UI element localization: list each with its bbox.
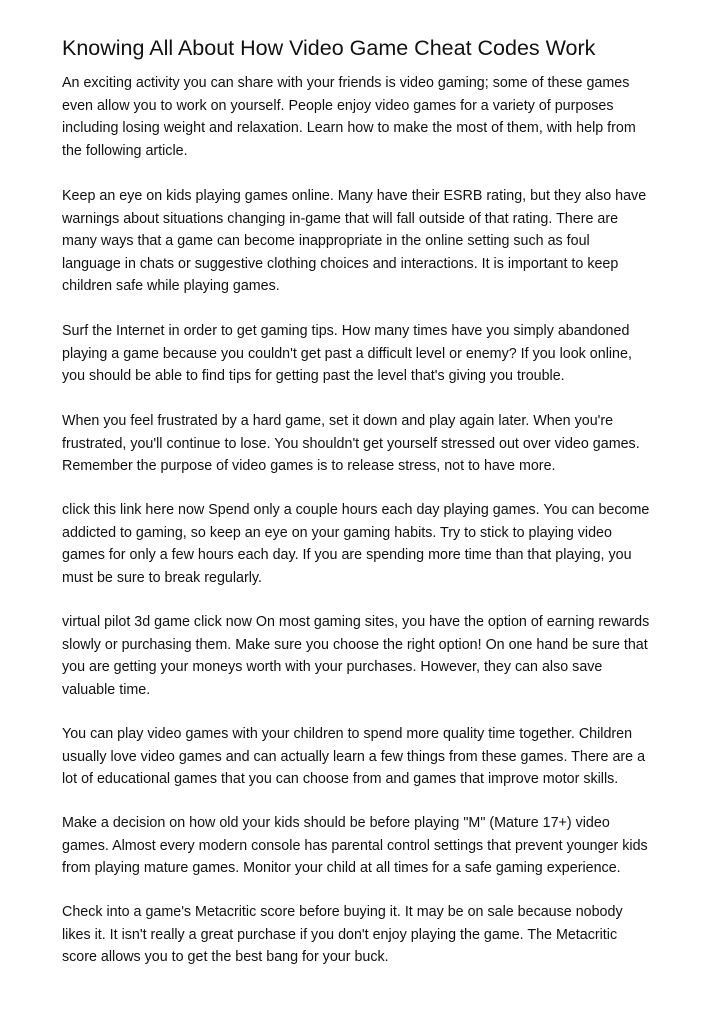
paragraph-line: children safe while playing games. [62, 278, 280, 295]
paragraph-line: Make a decision on how old your kids should be before playing "M" (Mature 17+) video [62, 815, 610, 831]
paragraph-line: click this link here now Spend only a couple hours each day playing games. You can become [62, 502, 650, 518]
paragraph-line: many ways that a game can become inappropriate in the online setting such as foul [62, 233, 590, 250]
paragraph-line: When you feel frustrated by a hard game, set it down and play again later. When you're [62, 413, 614, 429]
paragraph-line: addicted to gaming, so keep an eye on your gaming habits. Try to stick to playing video [62, 524, 612, 541]
paragraph-age-ratings [62, 812, 684, 880]
paragraph-line: An exciting activity you can share with your friends is video gaming; some of these games [62, 75, 630, 91]
paragraph-line: valuable time. [62, 681, 151, 698]
paragraph-line: lot of educational games that you can choose from and games that improve motor skills. [62, 771, 619, 788]
paragraph-rewards [62, 611, 684, 701]
paragraph-intro [62, 72, 684, 162]
document-title: Knowing All About How Video Game Cheat Codes Work [62, 36, 596, 60]
paragraph-line: you are getting your moneys worth with your purchases. However, they can also save [62, 659, 603, 676]
paragraph-kids-online [62, 185, 684, 298]
paragraph-line: language in chats or suggestive clothing choices and interactions. It is important to keep [62, 255, 619, 272]
paragraph-line: Surf the Internet in order to get gaming tips. How many times have you simply abandoned [62, 323, 630, 339]
paragraph-line: you should be able to find tips for getting past the level that's giving you trouble. [62, 368, 565, 385]
paragraph-time-limits [62, 499, 684, 589]
paragraph-line: Check into a game's Metacritic score before buying it. It may be on sale because nobody [62, 904, 623, 920]
paragraph-line: score allows you to get the best bang for your buck. [62, 949, 389, 966]
paragraph-line: games for only a few hours each day. If you are spending more time than that playing, you [62, 547, 632, 564]
paragraph-line: frustrated, you'll continue to lose. You shouldn't get yourself stressed out over video games. [62, 435, 640, 452]
paragraph-gaming-tips [62, 320, 684, 388]
paragraph-line: usually love video games and can actually learn a few things from these games. There are a [62, 748, 646, 765]
paragraph-line: Remember the purpose of video games is to release stress, not to have more. [62, 458, 556, 475]
paragraph-line: likes it. It isn't really a great purchase if you don't enjoy playing the game. The Metacritic [62, 926, 618, 943]
paragraph-line: virtual pilot 3d game click now On most gaming sites, you have the option of earning rewards [62, 614, 650, 630]
paragraph-line: Keep an eye on kids playing games online. Many have their ESRB rating, but they also have [62, 188, 647, 204]
paragraph-line: You can play video games with your children to spend more quality time together. Children [62, 726, 633, 742]
paragraph-family-play [62, 723, 684, 791]
paragraph-frustration [62, 410, 684, 478]
paragraph-line: playing a game because you couldn't get past a difficult level or enemy? If you look online, [62, 345, 632, 362]
paragraph-line: warnings about situations changing in-game that will fall outside of that rating. There are [62, 210, 619, 227]
paragraph-line: even allow you to work on yourself. People enjoy video games for a variety of purposes [62, 97, 614, 114]
paragraph-line: including losing weight and relaxation. Learn how to make the most of them, with help from [62, 120, 636, 137]
paragraph-metacritic [62, 901, 684, 969]
paragraph-line: games. Almost every modern console has parental control settings that prevent younger kids [62, 837, 648, 854]
paragraph-line: from playing mature games. Monitor your child at all times for a safe gaming experience. [62, 860, 621, 877]
paragraph-line: must be sure to break regularly. [62, 569, 262, 586]
paragraph-line: the following article. [62, 142, 188, 159]
paragraph-line: slowly or purchasing them. Make sure you choose the right option! On one hand be sure that [62, 636, 648, 653]
